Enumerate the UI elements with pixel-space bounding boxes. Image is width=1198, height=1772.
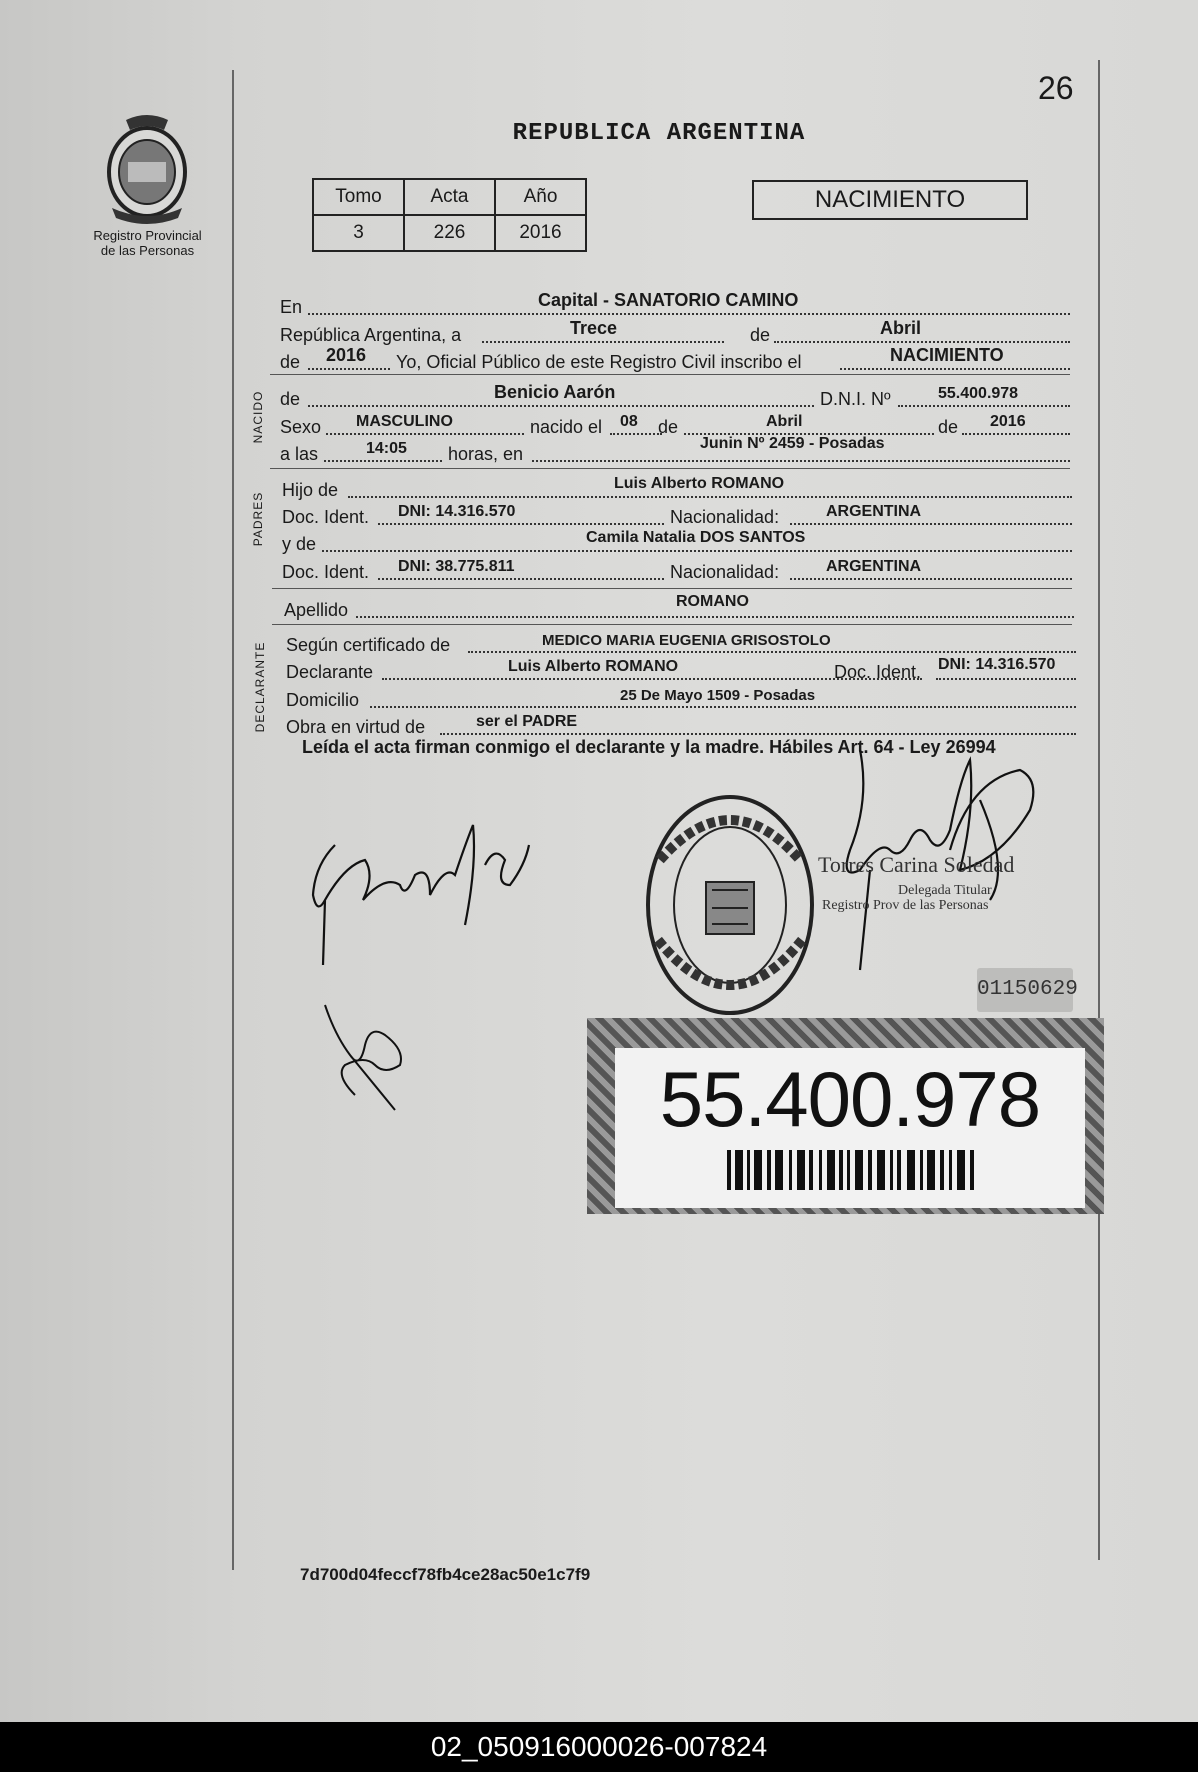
dni-label: D.N.I. Nº (820, 389, 891, 409)
record-value: NACIMIENTO (890, 345, 1004, 365)
nacido-de-label: de (280, 389, 301, 409)
footer-code: 02_050916000026-007824 (0, 1722, 1198, 1772)
child-dni-value: 55.400.978 (938, 385, 1019, 402)
declarante-line-3 (286, 683, 1076, 711)
registry-caption-line2: de las Personas (100, 243, 195, 258)
acta-value: 226 (404, 215, 495, 251)
declarant-signature (305, 805, 535, 975)
official-seal (640, 790, 820, 1020)
nacido-line-3 (280, 437, 1070, 465)
birth-time-value: 14:05 (366, 440, 407, 457)
registry-caption (70, 228, 225, 258)
registrar-office: Registro Prov de las Personas (822, 898, 989, 913)
apellido-value: ROMANO (676, 593, 749, 610)
padres-line-3 (282, 527, 1072, 555)
nacido-line-2 (280, 410, 1070, 438)
padres-line-2 (282, 500, 1072, 528)
yde-label: y de (282, 534, 317, 554)
page-title: REPUBLICA ARGENTINA (512, 120, 806, 147)
oficial-text: Yo, Oficial Público de este Registro Civil inscribo el (396, 352, 802, 372)
serial-number: 01150629 (977, 968, 1073, 1012)
child-name-value: Benicio Aarón (494, 382, 616, 402)
mother-nat-value: ARGENTINA (826, 558, 922, 575)
decl-doc-label: Doc. Ident. (834, 662, 922, 682)
father-nat-value: ARGENTINA (826, 503, 922, 520)
hijo-de-label: Hijo de (282, 480, 339, 500)
birth-de-label: de (658, 417, 679, 437)
declarante-section-label: DECLARANTE (253, 641, 267, 733)
padres-line-4 (282, 555, 1072, 583)
sexo-value: MASCULINO (356, 413, 453, 430)
tomo-value: 3 (313, 215, 404, 251)
dom-value: 25 De Mayo 1509 - Posadas (620, 687, 816, 704)
alas-label: a las (280, 444, 319, 464)
padres-section-label: PADRES (251, 491, 265, 547)
acta-header: Acta (404, 179, 495, 215)
closing-note: Leída el acta firman conmigo el declarante y la madre. Hábiles Art. 64 - Ley 26994 (302, 737, 996, 757)
birth-de-label-2: de (938, 417, 959, 437)
mother-doc-value: DNI: 38.775.811 (398, 558, 515, 575)
en-label: En (280, 297, 303, 317)
registry-caption-line1: Registro Provincial (93, 228, 202, 243)
intro-line-2 (280, 318, 1070, 346)
mother-signature (315, 995, 425, 1115)
declarante-line-2 (286, 655, 1076, 683)
mother-nat-label: Nacionalidad: (670, 562, 780, 582)
birth-day-value: 08 (620, 413, 638, 430)
father-doc-value: DNI: 14.316.570 (398, 503, 516, 520)
dom-label: Domicilio (286, 690, 360, 710)
registrar-name: Torres Carina Soledad (818, 852, 1015, 877)
intro-line-3 (280, 345, 1070, 373)
mother-doc-label: Doc. Ident. (282, 562, 370, 582)
father-nat-label: Nacionalidad: (670, 507, 780, 527)
cert-value: MEDICO MARIA EUGENIA GRISOSTOLO (542, 632, 831, 649)
birth-month-value: Abril (766, 413, 803, 430)
year-value: 2016 (326, 345, 367, 365)
nacido-section-label: NACIDO (251, 390, 265, 444)
cert-label: Según certificado de (286, 635, 451, 655)
declarante-line-1 (286, 628, 1076, 656)
month-value: Abril (880, 318, 922, 338)
de-label: de (750, 325, 771, 345)
apellido-line (284, 593, 1074, 621)
province-emblem-icon (98, 112, 196, 224)
decl-doc-value: DNI: 14.316.570 (938, 656, 1056, 673)
birth-address-value: Junin Nº 2459 - Posadas (700, 435, 885, 452)
tomo-header: Tomo (313, 179, 404, 215)
republica-label: República Argentina, a (280, 325, 462, 345)
anio-value: 2016 (495, 215, 586, 251)
right-margin-line (1098, 60, 1100, 1560)
obra-value: ser el PADRE (476, 713, 578, 730)
horas-label: horas, en (448, 444, 524, 464)
sexo-label: Sexo (280, 417, 322, 437)
nacido-el-label: nacido el (530, 417, 603, 437)
father-name-value: Luis Alberto ROMANO (614, 475, 785, 492)
year-prefix-label: de (280, 352, 301, 372)
decl-value: Luis Alberto ROMANO (508, 658, 679, 675)
nacido-line-1 (280, 382, 1070, 410)
intro-line-1 (280, 290, 1070, 318)
place-value: Capital - SANATORIO CAMINO (538, 290, 799, 310)
obra-label: Obra en virtud de (286, 717, 426, 737)
dni-sticker-label (615, 1048, 1085, 1208)
registrar-role: Delegada Titular (898, 883, 992, 898)
padres-line-1 (282, 473, 1072, 501)
document-hash: 7d700d04feccf78fb4ce28ac50e1c7f9 (300, 1565, 591, 1584)
left-margin-line (232, 70, 234, 1570)
page-number: 26 (1038, 70, 1074, 106)
day-value: Trece (570, 318, 618, 338)
dni-sticker (587, 1018, 1104, 1214)
apellido-label: Apellido (284, 600, 349, 620)
reference-table (312, 178, 587, 252)
decl-label: Declarante (286, 662, 374, 682)
birth-year-value: 2016 (990, 413, 1026, 430)
dni-sticker-number: 55.400.978 (659, 1055, 1041, 1143)
barcode-icon (727, 1150, 977, 1190)
anio-header: Año (495, 179, 586, 215)
father-doc-label: Doc. Ident. (282, 507, 370, 527)
mother-name-value: Camila Natalia DOS SANTOS (586, 529, 806, 546)
record-type-box: NACIMIENTO (752, 180, 1028, 220)
